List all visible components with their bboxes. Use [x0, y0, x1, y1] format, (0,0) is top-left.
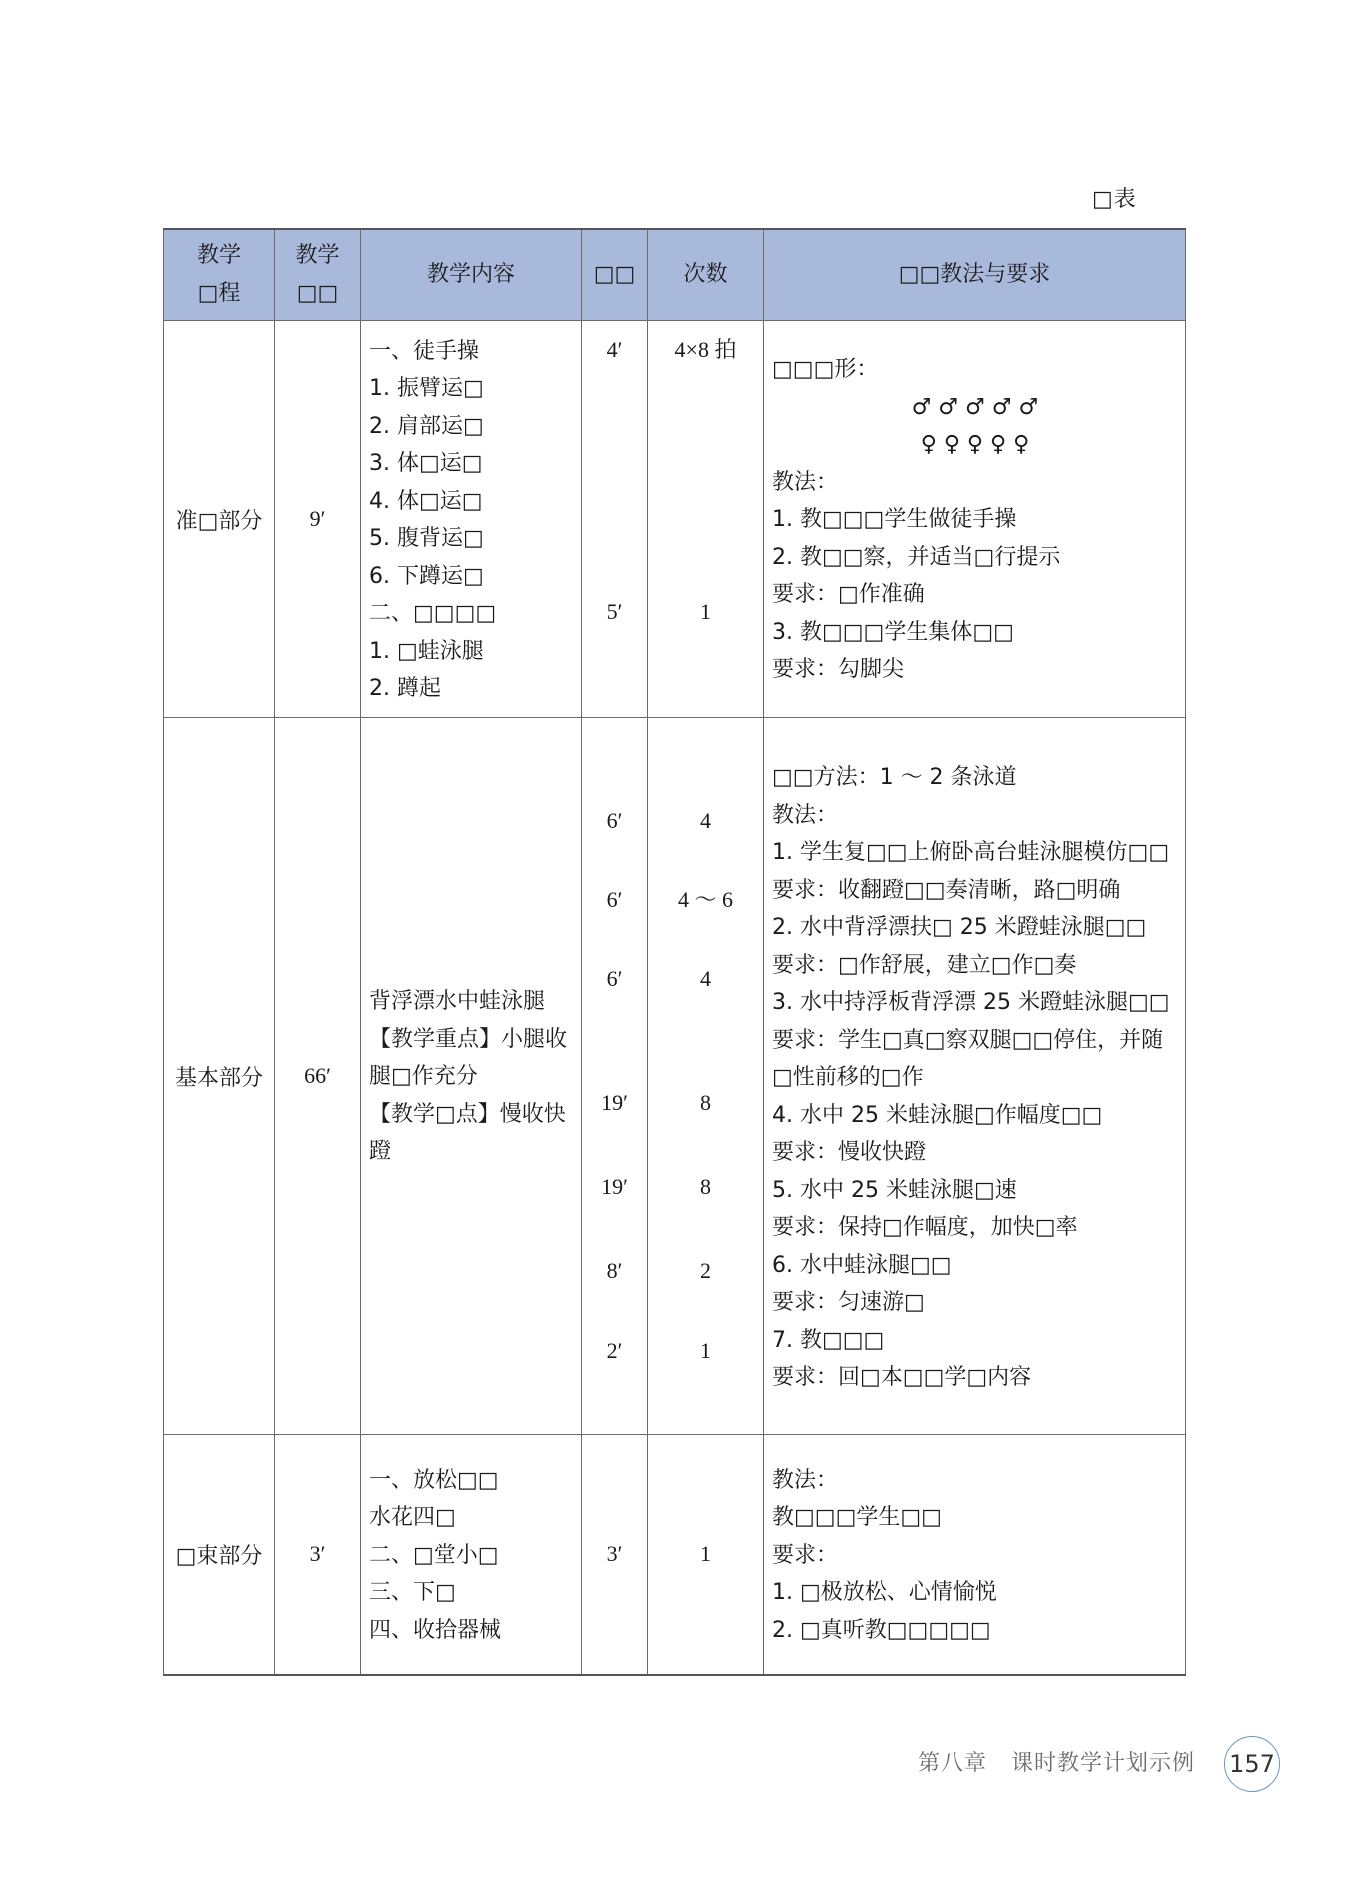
content-line: 6. 下蹲运□ — [369, 563, 484, 589]
lesson-plan-table — [163, 228, 1186, 1676]
duration-value: 6′ — [606, 966, 623, 991]
content-line: 3. 体□运□ — [369, 451, 483, 476]
content-line: 【教学重点】小腿收腿□作充分 — [369, 1026, 568, 1090]
method-line: 1. □极放松、心情愉悦 — [772, 1580, 997, 1605]
method-line: 要求：□作准确 — [772, 582, 925, 608]
footer-title: 课时教学计划示例 — [1011, 1751, 1196, 1776]
method-line: 2. 教□□察，并适当□行提示 — [772, 544, 1061, 570]
female-formation-row: ♀♀♀♀♀ — [920, 432, 1037, 458]
method-line: □□方法：1 ～ 2 条泳道 — [772, 765, 1017, 791]
method-line: 要求：回□本□□学□内容 — [772, 1365, 1032, 1391]
table-row — [164, 1435, 1186, 1675]
phase-cell: 准□部分 — [164, 321, 275, 718]
method-line: 要求：勾脚尖 — [772, 657, 905, 683]
content-line: 二、□□□□ — [369, 601, 497, 626]
method-line: 要求：学生□真□察双腿□□停住，并随□性前移的□作 — [772, 1027, 1164, 1091]
method-line: 教法： — [772, 802, 839, 828]
duration-value: 6′ — [606, 808, 623, 833]
count-cell — [648, 718, 764, 1435]
content-line: 【教学□点】慢收快蹬 — [369, 1101, 566, 1165]
header-time-l2: □□ — [296, 281, 339, 306]
header-method: □□教法与要求 — [764, 229, 1186, 321]
content-line: 二、□堂小□ — [369, 1542, 499, 1568]
header-count: 次数 — [648, 229, 764, 321]
content-line: 背浮漂水中蛙泳腿 — [369, 989, 546, 1015]
content-line: 1. □蛙泳腿 — [369, 638, 484, 664]
content-line: 四、收拾器械 — [369, 1617, 502, 1643]
count-value: 4 ～ 6 — [677, 887, 733, 912]
table-header-row — [164, 229, 1186, 321]
method-line: 要求： — [772, 1542, 839, 1568]
count-value: 1 — [700, 599, 711, 624]
duration-cell — [582, 321, 648, 718]
count-cell — [648, 321, 764, 718]
phase-cell: □束部分 — [164, 1435, 275, 1675]
method-line: 3. 教□□□学生集体□□ — [772, 619, 1014, 645]
content-line: 一、放松□□ — [369, 1467, 499, 1493]
time-cell: 3′ — [275, 1435, 361, 1675]
method-line: 2. □真听教□□□□□ — [772, 1617, 991, 1643]
header-phase-l2: □程 — [197, 281, 241, 306]
method-line: 要求：收翻蹬□□奏清晰，路□明确 — [772, 877, 1121, 903]
duration-value: 19′ — [601, 1090, 628, 1115]
header-phase — [164, 229, 275, 321]
header-time-l1: 教学 — [295, 243, 340, 268]
method-line: 1. 教□□□学生做徒手操 — [772, 507, 1017, 533]
method-cell — [764, 321, 1186, 718]
method-cell — [764, 1435, 1186, 1675]
page-number: 157 — [1224, 1736, 1280, 1792]
method-line: 教法： — [772, 469, 839, 495]
content-line: 1. 振臂运□ — [369, 376, 484, 401]
count-cell: 1 — [648, 1435, 764, 1675]
count-value: 4×8 拍 — [674, 337, 737, 362]
male-formation-row: ♂♂♂♂♂ — [911, 394, 1046, 420]
content-line: 2. 蹲起 — [369, 676, 441, 701]
content-cell — [361, 321, 582, 718]
duration-cell: 3′ — [582, 1435, 648, 1675]
header-duration: □□ — [582, 229, 648, 321]
count-value: 4 — [700, 808, 711, 833]
table-row — [164, 321, 1186, 718]
duration-value: 19′ — [601, 1174, 628, 1199]
method-line: 5. 水中 25 米蛙泳腿□速 — [772, 1177, 1017, 1203]
duration-cell — [582, 718, 648, 1435]
header-time — [275, 229, 361, 321]
method-line: 要求：慢收快蹬 — [772, 1140, 927, 1166]
count-value: 4 — [700, 966, 711, 991]
table-row — [164, 718, 1186, 1435]
duration-value: 8′ — [606, 1258, 623, 1283]
count-value: 8 — [700, 1090, 711, 1115]
formation-label: □□□形： — [772, 357, 879, 383]
method-line: 要求：匀速游□ — [772, 1290, 925, 1316]
time-cell: 9′ — [275, 321, 361, 718]
footer-chapter: 第八章 — [918, 1751, 988, 1776]
header-content: 教学内容 — [361, 229, 582, 321]
method-line: 要求：□作舒展，建立□作□奏 — [772, 952, 1077, 978]
method-line: 7. 教□□□ — [772, 1327, 885, 1353]
content-line: 水花四□ — [369, 1505, 456, 1530]
time-cell: 66′ — [275, 718, 361, 1435]
content-line: 4. 体□运□ — [369, 488, 483, 514]
content-cell — [361, 1435, 582, 1675]
content-cell — [361, 718, 582, 1435]
phase-cell: 基本部分 — [164, 718, 275, 1435]
method-line: 2. 水中背浮漂扶□ 25 米蹬蛙泳腿□□ — [772, 915, 1147, 941]
content-line: 2. 肩部运□ — [369, 413, 484, 439]
method-line: 教法： — [772, 1467, 839, 1493]
method-line: 4. 水中 25 米蛙泳腿□作幅度□□ — [772, 1102, 1103, 1128]
header-phase-l1: 教学 — [196, 243, 241, 268]
table-caption: □表 — [1092, 187, 1137, 212]
method-cell — [764, 718, 1186, 1435]
page-footer — [918, 1746, 1195, 1777]
method-line: 3. 水中持浮板背浮漂 25 米蹬蛙泳腿□□ — [772, 990, 1170, 1016]
duration-value: 2′ — [606, 1338, 623, 1363]
method-line: 教□□□学生□□ — [772, 1505, 942, 1530]
duration-value: 6′ — [606, 887, 623, 912]
method-line: 要求：保持□作幅度，加快□率 — [772, 1215, 1078, 1241]
content-line: 三、下□ — [369, 1580, 456, 1605]
method-line: 1. 学生复□□上俯卧高台蛙泳腿模仿□□ — [772, 840, 1170, 866]
duration-value: 4′ — [606, 337, 623, 362]
content-line: 一、徒手操 — [369, 338, 480, 364]
count-value: 1 — [700, 1338, 711, 1363]
content-line: 5. 腹背运□ — [369, 526, 484, 551]
duration-value: 5′ — [606, 599, 623, 624]
method-line: 6. 水中蛙泳腿□□ — [772, 1252, 952, 1278]
count-value: 2 — [700, 1258, 711, 1283]
count-value: 8 — [700, 1174, 711, 1199]
